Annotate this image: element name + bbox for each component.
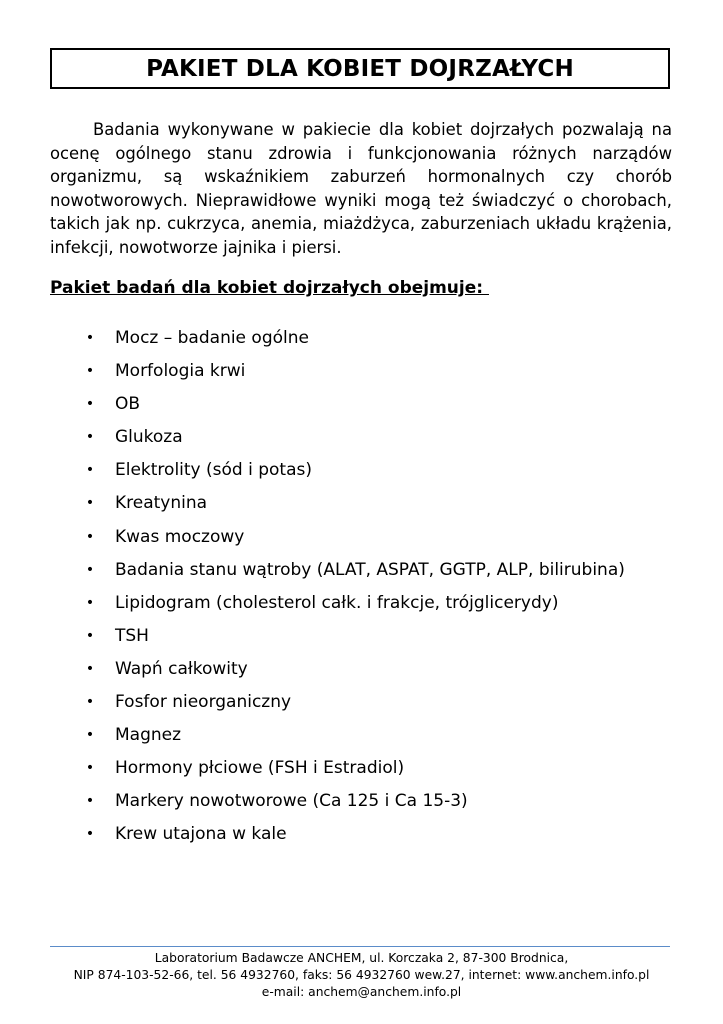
list-item [0,489,723,522]
section-heading: Pakiet badań dla kobiet dojrzałych obejmuje: [50,278,489,298]
list-item [0,820,723,853]
test-list [0,324,723,854]
footer-email: e-mail: anchem@anchem.info.pl [261,985,462,999]
bullet-icon: • [85,528,95,545]
list-item [0,324,723,357]
bullet-icon: • [85,594,95,611]
bullet-icon: • [85,495,95,512]
bullet-icon: • [85,727,95,744]
bullet-icon: • [85,627,95,644]
list-item-label: Hormony płciowe (FSH i Estradiol) [115,758,405,779]
list-item [0,423,723,456]
list-item-label: Kwas moczowy [115,526,245,547]
list-item-label: Lipidogram (cholesterol całk. i frakcje, trójglicerydy) [115,592,559,613]
bullet-icon: • [85,660,95,677]
bullet-icon: • [85,694,95,711]
list-item-label: Morfologia krwi [115,361,246,382]
list-item [0,523,723,556]
bullet-icon: • [85,793,95,810]
bullet-icon: • [85,330,95,346]
list-item [0,787,723,820]
list-item [0,721,723,754]
footer-divider [50,946,670,947]
list-item [0,589,723,622]
footer-contact: NIP 874-103-52-66, tel. 56 4932760, faks: 56 4932760 wew.27, internet: www.anchem.info.pl [73,968,650,982]
list-item-label: Magnez [115,725,182,746]
bullet-icon: • [85,429,95,446]
list-item-label: Wapń całkowity [115,658,248,679]
list-item [0,688,723,721]
footer-address: Laboratorium Badawcze ANCHEM, ul. Korczaka 2, 87-300 Brodnica, [154,951,569,965]
list-item [0,456,723,489]
list-item-label: Badania stanu wątroby (ALAT, ASPAT, GGTP, ALP, bilirubina) [115,559,625,580]
bullet-icon: • [85,561,95,578]
list-item-label: TSH [115,625,149,646]
list-item [0,390,723,423]
footer [0,950,723,1001]
bullet-icon: • [85,826,95,843]
list-item-label: Elektrolity (sód i potas) [115,460,313,481]
bullet-icon: • [85,396,95,413]
list-item-label: OB [115,394,141,415]
bullet-icon: • [85,462,95,479]
list-item-label: Krew utajona w kale [115,824,287,845]
list-item [0,655,723,688]
page-title: PAKIET DLA KOBIET DOJRZAŁYCH [146,55,574,82]
list-item [0,357,723,390]
bullet-icon: • [85,760,95,777]
list-item [0,754,723,787]
bullet-icon: • [85,363,95,380]
list-item-label: Glukoza [115,427,183,448]
title-box [50,48,670,89]
list-item-label: Mocz – badanie ogólne [115,328,309,348]
list-item [0,622,723,655]
list-item [0,556,723,589]
list-item-label: Markery nowotworowe (Ca 125 i Ca 15-3) [115,791,468,812]
list-item-label: Fosfor nieorganiczny [115,692,292,713]
intro-paragraph: Badania wykonywane w pakiecie dla kobiet dojrzałych pozwalają na ocenę ogólnego stanu zdrowia i funkcjonowania różnych narządów organizmu, są wskaźnikiem zaburzeń hormonalnych czy chorób nowotworowych. Nieprawidłowe wyniki mogą też świadczyć o chorobach, takich jak np. cukrzyca, anemia, miażdżyca, zaburzeniach układu krążenia, infekcji, nowotworze jajnika i piersi. [50,120,672,257]
list-item-label: Kreatynina [115,493,208,514]
